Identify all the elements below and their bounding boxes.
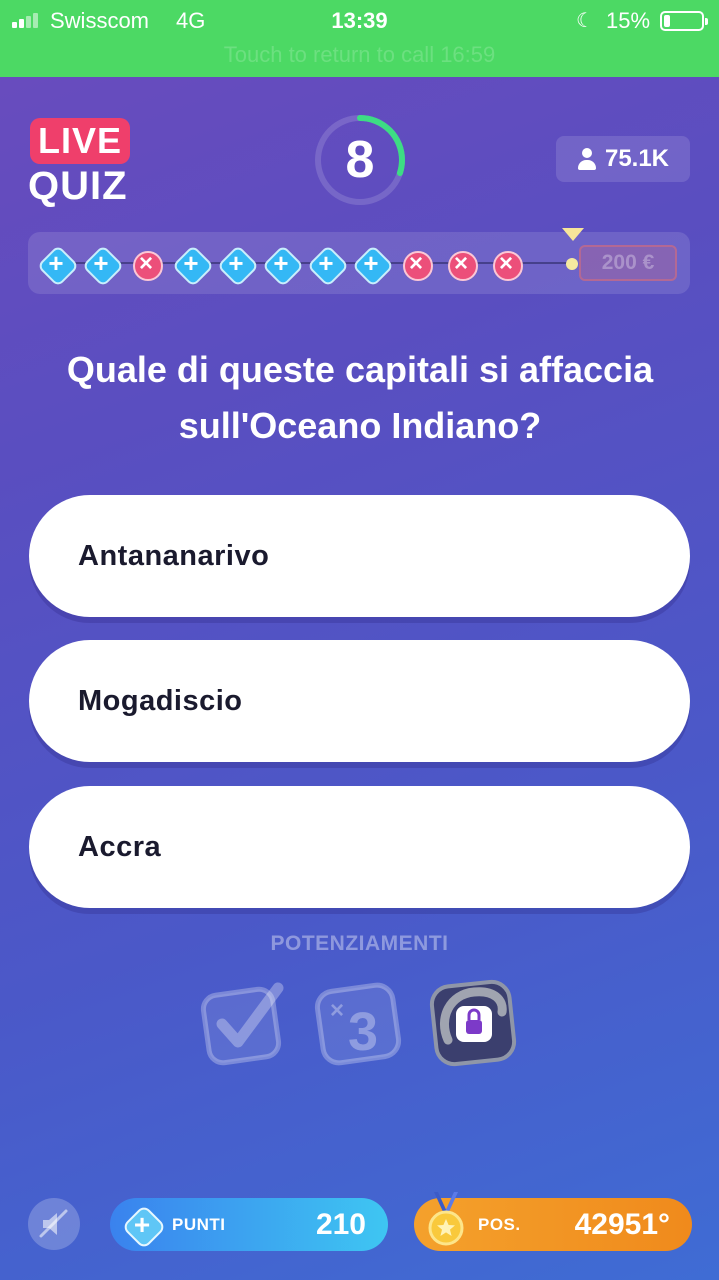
checkmark-icon[interactable] xyxy=(200,978,290,1068)
mute-icon xyxy=(28,1198,80,1250)
status-bar xyxy=(0,0,719,77)
network-type: 4G xyxy=(176,8,206,33)
svg-text:×: × xyxy=(330,997,345,1024)
correct-answer-icon xyxy=(265,248,297,280)
answer-label: Accra xyxy=(78,831,162,863)
return-to-call-banner[interactable]: Touch to return to call 16:59 xyxy=(223,42,496,67)
live-quiz-logo xyxy=(28,114,148,210)
correct-answer-icon xyxy=(85,248,117,280)
prize-badge: 200 € xyxy=(579,245,677,281)
locked-powerup-icon[interactable] xyxy=(428,978,518,1068)
progress-dots xyxy=(40,248,522,280)
wrong-answer-icon xyxy=(130,248,162,280)
battery-percent: 15% xyxy=(606,8,651,33)
wrong-answer-icon xyxy=(400,248,432,280)
viewer-count: 75.1K xyxy=(604,145,670,172)
timer-seconds: 8 xyxy=(345,131,375,189)
position-value: 42951° xyxy=(574,1208,670,1241)
countdown-timer xyxy=(312,112,408,208)
answer-option-1[interactable] xyxy=(29,495,690,617)
logo-quiz-text: QUIZ xyxy=(28,164,128,208)
correct-answer-icon xyxy=(220,248,252,280)
points-value: 210 xyxy=(315,1208,366,1241)
clock: 13:39 xyxy=(331,8,388,33)
carrier-name: Swisscom xyxy=(50,8,150,33)
powerups-title: POTENZIAMENTI xyxy=(270,932,449,955)
points-plus-icon xyxy=(124,1207,160,1243)
do-not-disturb-icon: ☾ xyxy=(576,10,594,32)
battery-icon xyxy=(660,11,704,31)
correct-answer-icon xyxy=(175,248,207,280)
points-label: PUNTI xyxy=(172,1215,226,1234)
correct-answer-icon xyxy=(40,248,72,280)
logo-live-text: LIVE xyxy=(30,118,130,164)
position-pill xyxy=(414,1198,692,1251)
current-question-marker-icon xyxy=(562,228,584,241)
mute-button[interactable] xyxy=(28,1198,80,1250)
plus-three-icon[interactable] xyxy=(314,978,404,1068)
points-pill xyxy=(110,1198,388,1251)
answer-option-3[interactable] xyxy=(29,786,690,908)
svg-text:3: 3 xyxy=(348,1002,379,1062)
position-label: POS. xyxy=(478,1215,521,1234)
question-text: Quale di queste capitali si affaccia sull'Oceano Indiano? xyxy=(66,349,654,446)
wrong-answer-icon xyxy=(490,248,522,280)
medal-icon xyxy=(426,1192,466,1254)
wrong-answer-icon xyxy=(445,248,477,280)
correct-answer-icon xyxy=(355,248,387,280)
answer-label: Mogadiscio xyxy=(78,685,243,717)
answer-option-2[interactable] xyxy=(29,640,690,762)
current-question-dot xyxy=(566,258,578,270)
answer-label: Antananarivo xyxy=(78,540,270,572)
viewer-count-badge xyxy=(556,136,690,182)
person-icon xyxy=(577,148,597,170)
correct-answer-icon xyxy=(310,248,342,280)
question-progress-track xyxy=(28,232,690,294)
